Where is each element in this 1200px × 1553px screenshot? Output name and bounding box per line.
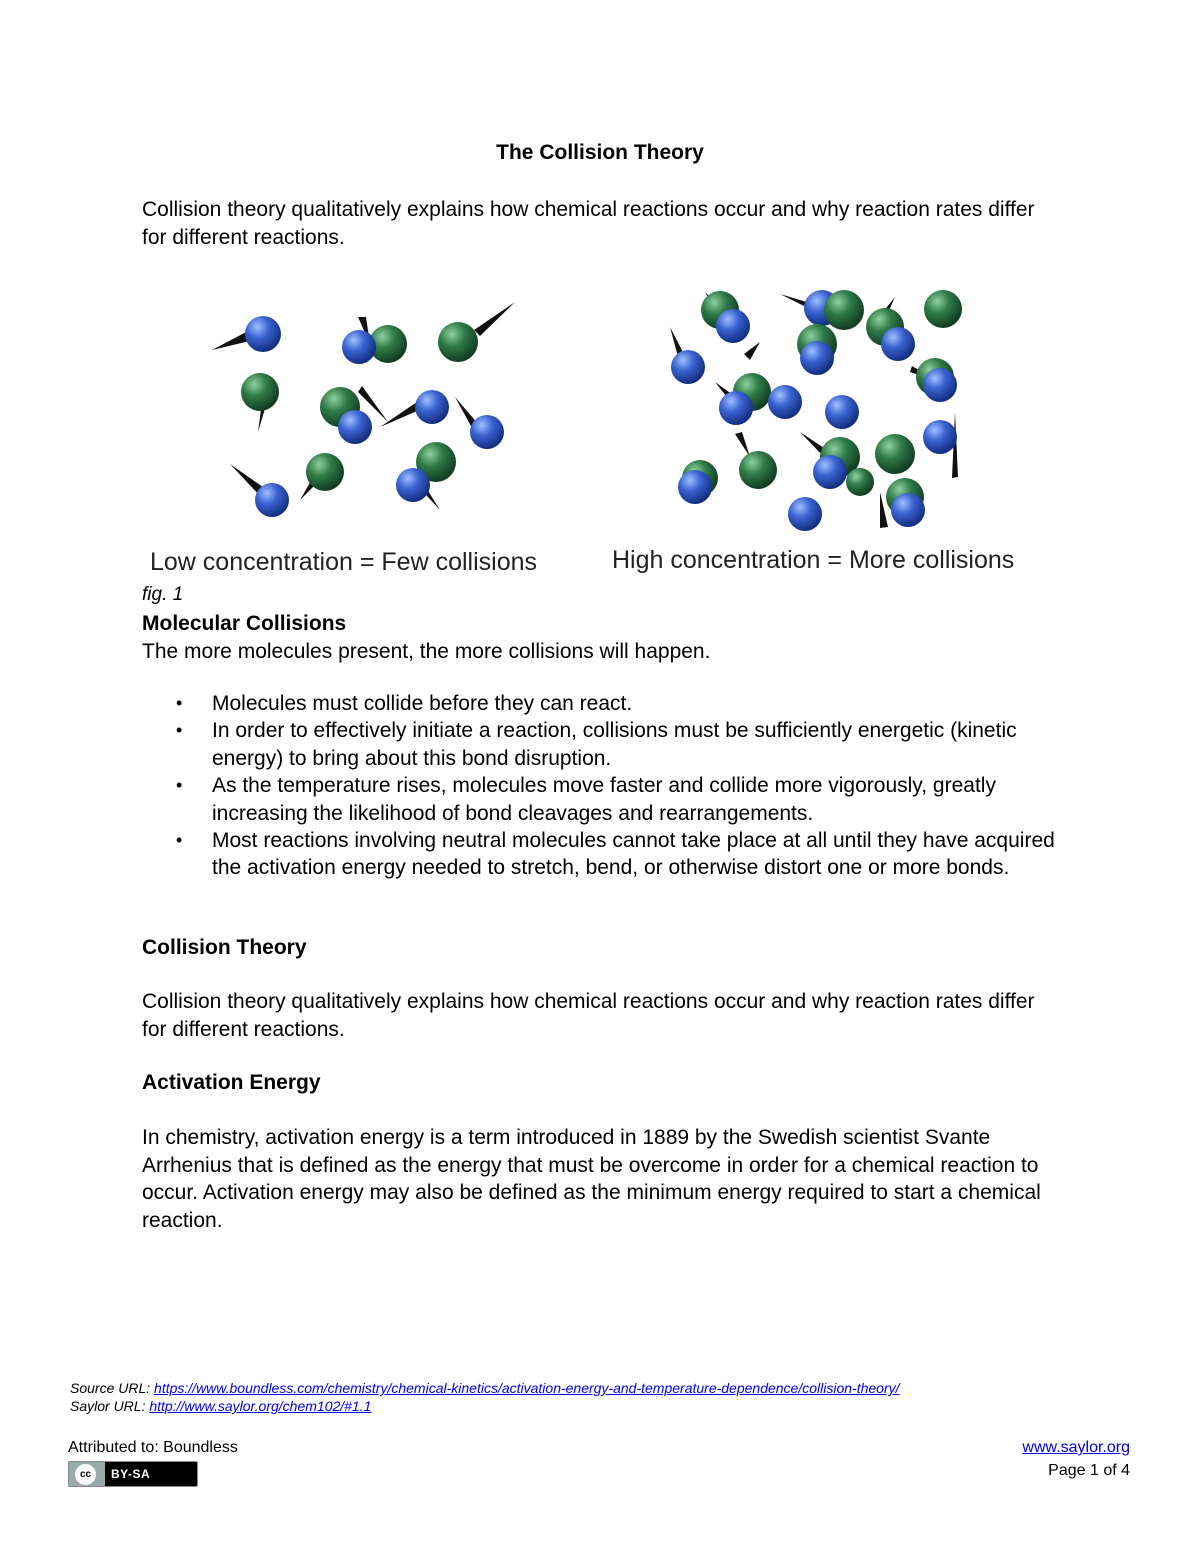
molecule-blue [415, 390, 449, 424]
license-label: BY-SA [111, 1467, 151, 1481]
molecule-blue [825, 395, 859, 429]
heading-collision-theory: Collision Theory [142, 936, 307, 959]
molecule-blue [255, 483, 289, 517]
molecule-green [924, 290, 962, 328]
heading-activation-energy: Activation Energy [142, 1071, 321, 1094]
collision-theory-body: Collision theory qualitatively explains how chemical reactions occur and why reaction rates differ for different reactions. [142, 990, 1035, 1041]
license-badge [68, 1461, 198, 1487]
caption-low-concentration: Low concentration = Few collisions [150, 548, 537, 576]
high-concentration-panel [670, 290, 962, 531]
intro-paragraph: Collision theory qualitatively explains how chemical reactions occur and why reaction rates differ for different reactions. [142, 198, 1035, 249]
site-link-wrap [1022, 1439, 1130, 1457]
molecule-green [438, 322, 478, 362]
saylor-url-line [70, 1398, 371, 1414]
molecule-green [824, 290, 864, 330]
molecule-green [739, 451, 777, 489]
site-link[interactable]: www.saylor.org [1022, 1439, 1130, 1456]
list-item: • Molecules must collide before they can react. [142, 690, 1072, 717]
cc-icon: cc [75, 1464, 96, 1485]
caption-high-concentration: High concentration = More collisions [612, 546, 1015, 574]
source-url-label: Source URL: [70, 1380, 155, 1396]
saylor-url-label: Saylor URL: [70, 1398, 150, 1414]
molecule-blue [396, 468, 430, 502]
molecule-blue [342, 330, 376, 364]
molecule-blue [768, 385, 802, 419]
molecule-blue [719, 391, 753, 425]
molecule-green [846, 468, 874, 496]
molecule-green [241, 373, 279, 411]
figure-label: fig. 1 [142, 584, 184, 605]
page-number: Page 1 of 4 [1048, 1462, 1130, 1479]
attribution-text: Attributed to: Boundless [68, 1439, 238, 1456]
molecule-blue [338, 410, 372, 444]
low-concentration-panel [212, 302, 515, 517]
molecule-blue [716, 309, 750, 343]
molecule-blue [923, 420, 957, 454]
source-url-line [70, 1380, 900, 1396]
molecule-blue [245, 316, 281, 352]
molecule-blue [678, 470, 712, 504]
molecular-collisions-lead: The more molecules present, the more collisions will happen. [142, 640, 711, 663]
molecule-blue [923, 368, 957, 402]
molecule-blue [800, 341, 834, 375]
molecule-blue [671, 350, 705, 384]
list-item: • As the temperature rises, molecules move faster and collide more vigorously, greatly increasing the likelihood of bond cleavages and rearrangements. [142, 772, 1072, 827]
saylor-url-link[interactable]: http://www.saylor.org/chem102/#1.1 [149, 1398, 372, 1414]
molecule-blue [788, 497, 822, 531]
list-item: • Most reactions involving neutral molecules cannot take place at all until they have acquired the activation energy needed to stretch, bend, or otherwise distort one or more bonds. [142, 827, 1072, 882]
page-title: The Collision Theory [496, 141, 704, 164]
molecule-blue [891, 493, 925, 527]
list-item: • In order to effectively initiate a reaction, collisions must be sufficiently energetic (kinetic energy) to bring about this bond disruption. [142, 717, 1072, 772]
molecule-blue [470, 415, 504, 449]
collision-figure [140, 282, 1080, 582]
bullet-list [142, 690, 1072, 882]
heading-molecular-collisions: Molecular Collisions [142, 612, 347, 635]
molecule-blue [881, 327, 915, 361]
activation-energy-body: In chemistry, activation energy is a term introduced in 1889 by the Swedish scientist Svante Arrhenius that is defined as the energy that must be overcome in order for a chemical reaction to occur. Activation energy may also be defined as the minimum energy required to start a chemical reaction. [142, 1126, 1041, 1232]
molecule-green [875, 434, 915, 474]
source-url-link[interactable]: https://www.boundless.com/chemistry/chemical-kinetics/activation-energy-and-temperature-dependence/collision-theory/ [154, 1380, 900, 1396]
molecule-green [306, 453, 344, 491]
molecule-blue [813, 455, 847, 489]
